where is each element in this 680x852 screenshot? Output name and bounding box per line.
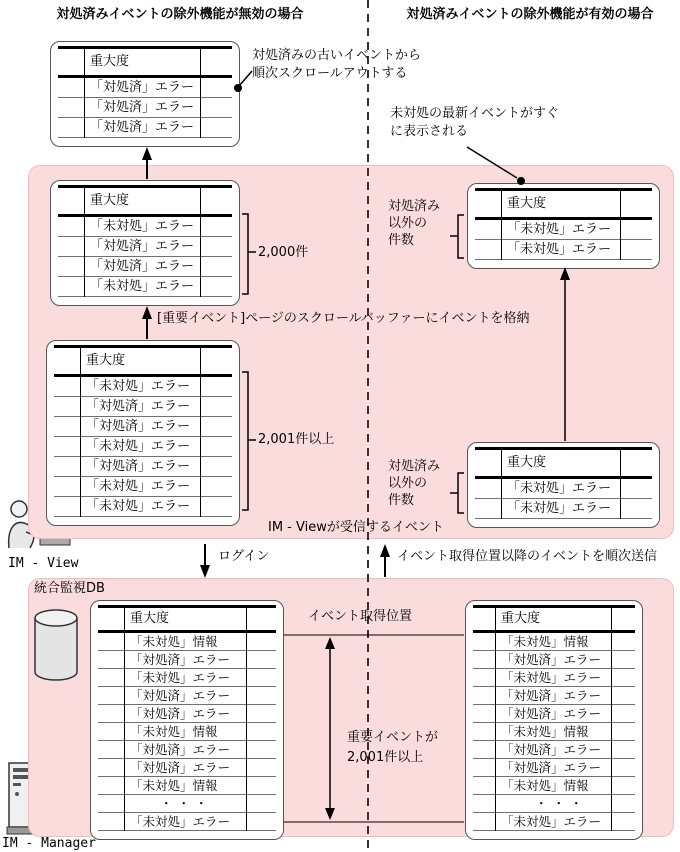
event-cell: 「対処済」エラー xyxy=(501,652,602,667)
event-cell: 「未対処」情報 xyxy=(130,778,218,793)
im-view-label: IM - View xyxy=(8,556,79,571)
event-cell: 「対処済」エラー xyxy=(86,419,191,434)
db-event-table-left xyxy=(90,600,284,840)
login-label: ログイン xyxy=(218,549,270,564)
im-view-receive-label: IM - Viewが受信するイベント xyxy=(268,520,444,535)
event-cell: 「対処済」エラー xyxy=(130,760,231,775)
table-grid-line xyxy=(84,46,85,138)
event-cell: 「未対処」エラー xyxy=(507,481,612,496)
event-cell: 「対処済」エラー xyxy=(130,742,231,757)
count-2001-label: 2,001件以上 xyxy=(258,432,335,447)
arrow-send-up xyxy=(380,544,390,577)
event-cell: 「未対処」エラー xyxy=(507,501,612,516)
event-cell: 「対処済」エラー xyxy=(90,100,195,115)
newest-event-annotation: 未対処の最新イベントがすぐ に表示される xyxy=(390,106,560,139)
severity-header: 重大度 xyxy=(90,193,130,208)
event-table-unprocessed-bottom xyxy=(467,442,660,528)
event-cell: 「未対処」エラー xyxy=(90,219,195,234)
event-cell: 「未対処」エラー xyxy=(507,242,612,257)
event-cell: ・・・ xyxy=(535,796,588,811)
event-cell: 「対処済」エラー xyxy=(130,706,231,721)
event-cell: 「未対処」エラー xyxy=(501,814,602,829)
database-cylinder-icon xyxy=(32,606,82,686)
severity-header: 重大度 xyxy=(507,455,547,470)
event-table-buffer-2000 xyxy=(50,180,240,306)
send-events-label: イベント取得位置以降のイベントを順次送信 xyxy=(397,549,658,564)
event-table-buffer-2001 xyxy=(46,340,240,526)
important-count-label: 重要イベントが 2,001件以上 xyxy=(347,730,439,765)
event-cell: 「対処済」エラー xyxy=(90,239,195,254)
event-cell: 「対処済」エラー xyxy=(130,688,231,703)
event-position-label: イベント取得位置 xyxy=(308,609,413,624)
event-cell: 「対処済」エラー xyxy=(501,760,602,775)
event-table-unprocessed-top xyxy=(467,183,660,269)
column-header-left: 対処済みイベントの除外機能が無効の場合 xyxy=(56,7,304,22)
event-cell: 「未対処」情報 xyxy=(130,724,218,739)
table-grid-line xyxy=(501,188,502,260)
event-cell: 「未対処」エラー xyxy=(507,222,612,237)
event-cell: 「未対処」情報 xyxy=(501,634,589,649)
table-grid-line xyxy=(620,447,621,519)
table-grid-line xyxy=(84,185,85,297)
table-grid-line xyxy=(620,188,621,260)
event-cell: 「未対処」エラー xyxy=(130,814,231,829)
event-cell: 「対処済」エラー xyxy=(90,80,195,95)
event-cell: 「対処済」エラー xyxy=(501,688,602,703)
table-grid-line xyxy=(501,447,502,519)
table-grid-line xyxy=(200,345,201,517)
event-cell: 「対処済」エラー xyxy=(86,399,191,414)
severity-header: 重大度 xyxy=(507,196,547,211)
store-buffer-label: [重要イベント]ページのスクロールバッファーにイベントを格納 xyxy=(157,311,530,326)
severity-header: 重大度 xyxy=(86,353,126,368)
table-grid-line xyxy=(200,46,201,138)
scroll-out-annotation: 対処済みの古いイベントから 順次スクロールアウトする xyxy=(252,48,422,81)
im-manager-label: IM - Manager xyxy=(2,836,96,851)
event-cell: 「未対処」情報 xyxy=(501,724,589,739)
table-grid-line xyxy=(495,605,496,831)
event-cell: 「未対処」情報 xyxy=(501,778,589,793)
table-grid-line xyxy=(124,605,125,831)
table-grid-line xyxy=(611,605,612,831)
excl-count-label-top: 対処済み 以外の 件数 xyxy=(388,199,441,248)
event-cell: 「未対処」エラー xyxy=(86,479,191,494)
event-table-scrolled-out xyxy=(50,41,240,147)
severity-header: 重大度 xyxy=(130,611,170,626)
event-cell: 「対処済」エラー xyxy=(501,742,602,757)
severity-header: 重大度 xyxy=(90,54,130,69)
column-header-right: 対処済みイベントの除外機能が有効の場合 xyxy=(406,7,654,22)
excl-count-label-bottom: 対処済み 以外の 件数 xyxy=(388,459,441,508)
db-event-table-right xyxy=(465,600,643,840)
event-cell: 「対処済」エラー xyxy=(90,259,195,274)
event-cell: 「未対処」エラー xyxy=(86,379,191,394)
event-cell: 「未対処」エラー xyxy=(86,499,191,514)
event-cell: 「対処済」エラー xyxy=(130,652,231,667)
arrow-login-down xyxy=(200,544,210,578)
table-grid-line xyxy=(246,605,247,831)
event-cell: 「未対処」エラー xyxy=(130,670,231,685)
event-cell: 「対処済」エラー xyxy=(86,459,191,474)
event-cell: 「未対処」エラー xyxy=(501,670,602,685)
event-cell: 「対処済」エラー xyxy=(90,120,195,135)
table-grid-line xyxy=(200,185,201,297)
event-cell: 「対処済」エラー xyxy=(501,706,602,721)
db-label: 統合監視DB xyxy=(34,581,105,596)
event-cell: 「未対処」エラー xyxy=(86,439,191,454)
severity-header: 重大度 xyxy=(501,611,541,626)
event-cell: ・・・ xyxy=(160,796,213,811)
event-cell: 「未対処」エラー xyxy=(90,279,195,294)
event-cell: 「未対処」情報 xyxy=(130,634,218,649)
table-grid-line xyxy=(80,345,81,517)
count-2000-label: 2,000件 xyxy=(258,245,309,260)
